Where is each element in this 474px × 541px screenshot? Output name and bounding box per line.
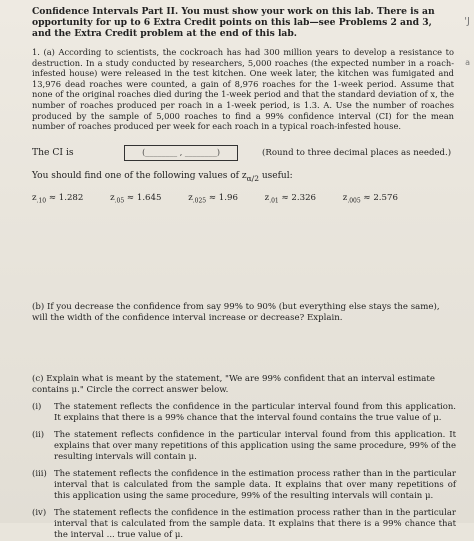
ci-answer-row <box>32 145 464 161</box>
option-number: (ii) <box>32 430 45 441</box>
option-number: (i) <box>32 402 42 413</box>
z-intro-tail: useful: <box>258 170 293 181</box>
edge-mark-top: 'J <box>464 16 470 27</box>
option-text: The statement reflects confidence in the particular interval found from this application. It explains that over many repetitions of this application using the same procedure, 99% of the resulting intervals will contain μ. <box>54 430 456 463</box>
answer-option-ii[interactable] <box>32 430 464 463</box>
z-value-item: $z_{.01} \approx 2.326$ <box>264 192 317 205</box>
edge-mark-side: a <box>465 58 470 67</box>
z-value-item: $z_{.025} \approx 1.96$ <box>188 192 238 205</box>
z-sub: .005 <box>347 197 361 205</box>
z-value-item: $z_{.005} \approx 2.576$ <box>342 192 398 205</box>
z-sub: .05 <box>114 197 125 205</box>
question-1a-text: 1. (a) According to scientists, the cockroach has had 300 million years to develop a resistance to destruction. In a study conducted by researchers, 5,000 roaches (the expected number in a roach-infested house) were released in the test kitchen. One week later, the kitchen was fumigated and 13,976 dead roaches were counted, a gain of 8,976 roaches for the 1-week period. Assume that none of the original roaches died during the 1-week period and that the standard deviation of x, the number of roaches produced per roach in a 1-week period, is 1.3. A. Use the number of roaches produced by the sample of 5,000 roaches to find a 99% confidence interval (CI) for the mean number of roaches produced per week for each roach in a typical roach-infested house. <box>32 47 454 132</box>
rounding-note: (Round to three decimal places as needed.) <box>262 147 452 158</box>
lab-header: Confidence Intervals Part II. You must show your work on this lab. There is an opportunity for up to 6 Extra Credit points on this lab—see Problems 2 and 3, and the Extra Credit problem at the end of this lab. <box>32 6 435 39</box>
ci-label: The CI is <box>32 147 74 159</box>
z-sub: .01 <box>269 197 279 205</box>
option-text: The statement reflects the confidence in the particular interval found from this application. It explains that there is a 99% chance that the interval found contains the true value of μ. <box>54 402 456 424</box>
z-sub: .025 <box>192 197 207 205</box>
option-number: (iii) <box>32 469 47 480</box>
z-val: ≈ 2.326 <box>281 192 317 203</box>
z-values-intro <box>32 171 464 183</box>
z-val: ≈ 2.576 <box>363 192 398 203</box>
z-val: ≈ 1.645 <box>126 192 162 203</box>
z-sub: .10 <box>36 197 47 205</box>
z-val: ≈ 1.96 <box>208 192 238 203</box>
z-val: ≈ 1.282 <box>48 192 84 203</box>
option-text: The statement reflects the confidence in the estimation process rather than in the particular interval that is calculated from the sample data. It explains that over many repetitions of this application using the same procedure, 99% of the resulting intervals will contain μ. <box>54 469 456 502</box>
z-value-item: $z_{.05} \approx 1.645$ <box>110 192 162 205</box>
option-number: (iv) <box>32 508 47 519</box>
z-intro-text: You should find one of the following values of z <box>32 170 247 181</box>
z-intro-sub: α/2 <box>246 173 259 183</box>
answer-option-iii[interactable] <box>32 469 464 502</box>
z-values-list <box>32 193 464 205</box>
option-text: The statement reflects the confidence in the estimation process rather than in the particular interval that is calculated from the sample data. It explains that there is a 99% chance that the interval ... true value of μ. <box>54 508 456 541</box>
question-1c-text: (c) Explain what is meant by the statement, "We are 99% confident that an interval estimate contains μ." Circle the correct answer below. <box>32 374 435 396</box>
z-value-item: $z_{.10} \approx 1.282$ <box>32 192 84 205</box>
question-1b-text: (b) If you decrease the confidence from say 99% to 90% (but everything else stays the same), will the width of the confidence interval increase or decrease? Explain. <box>32 302 440 324</box>
ci-answer-field[interactable]: (________ , ________) <box>124 145 238 161</box>
answer-option-iv[interactable] <box>32 508 464 541</box>
answer-option-i[interactable] <box>32 402 464 424</box>
